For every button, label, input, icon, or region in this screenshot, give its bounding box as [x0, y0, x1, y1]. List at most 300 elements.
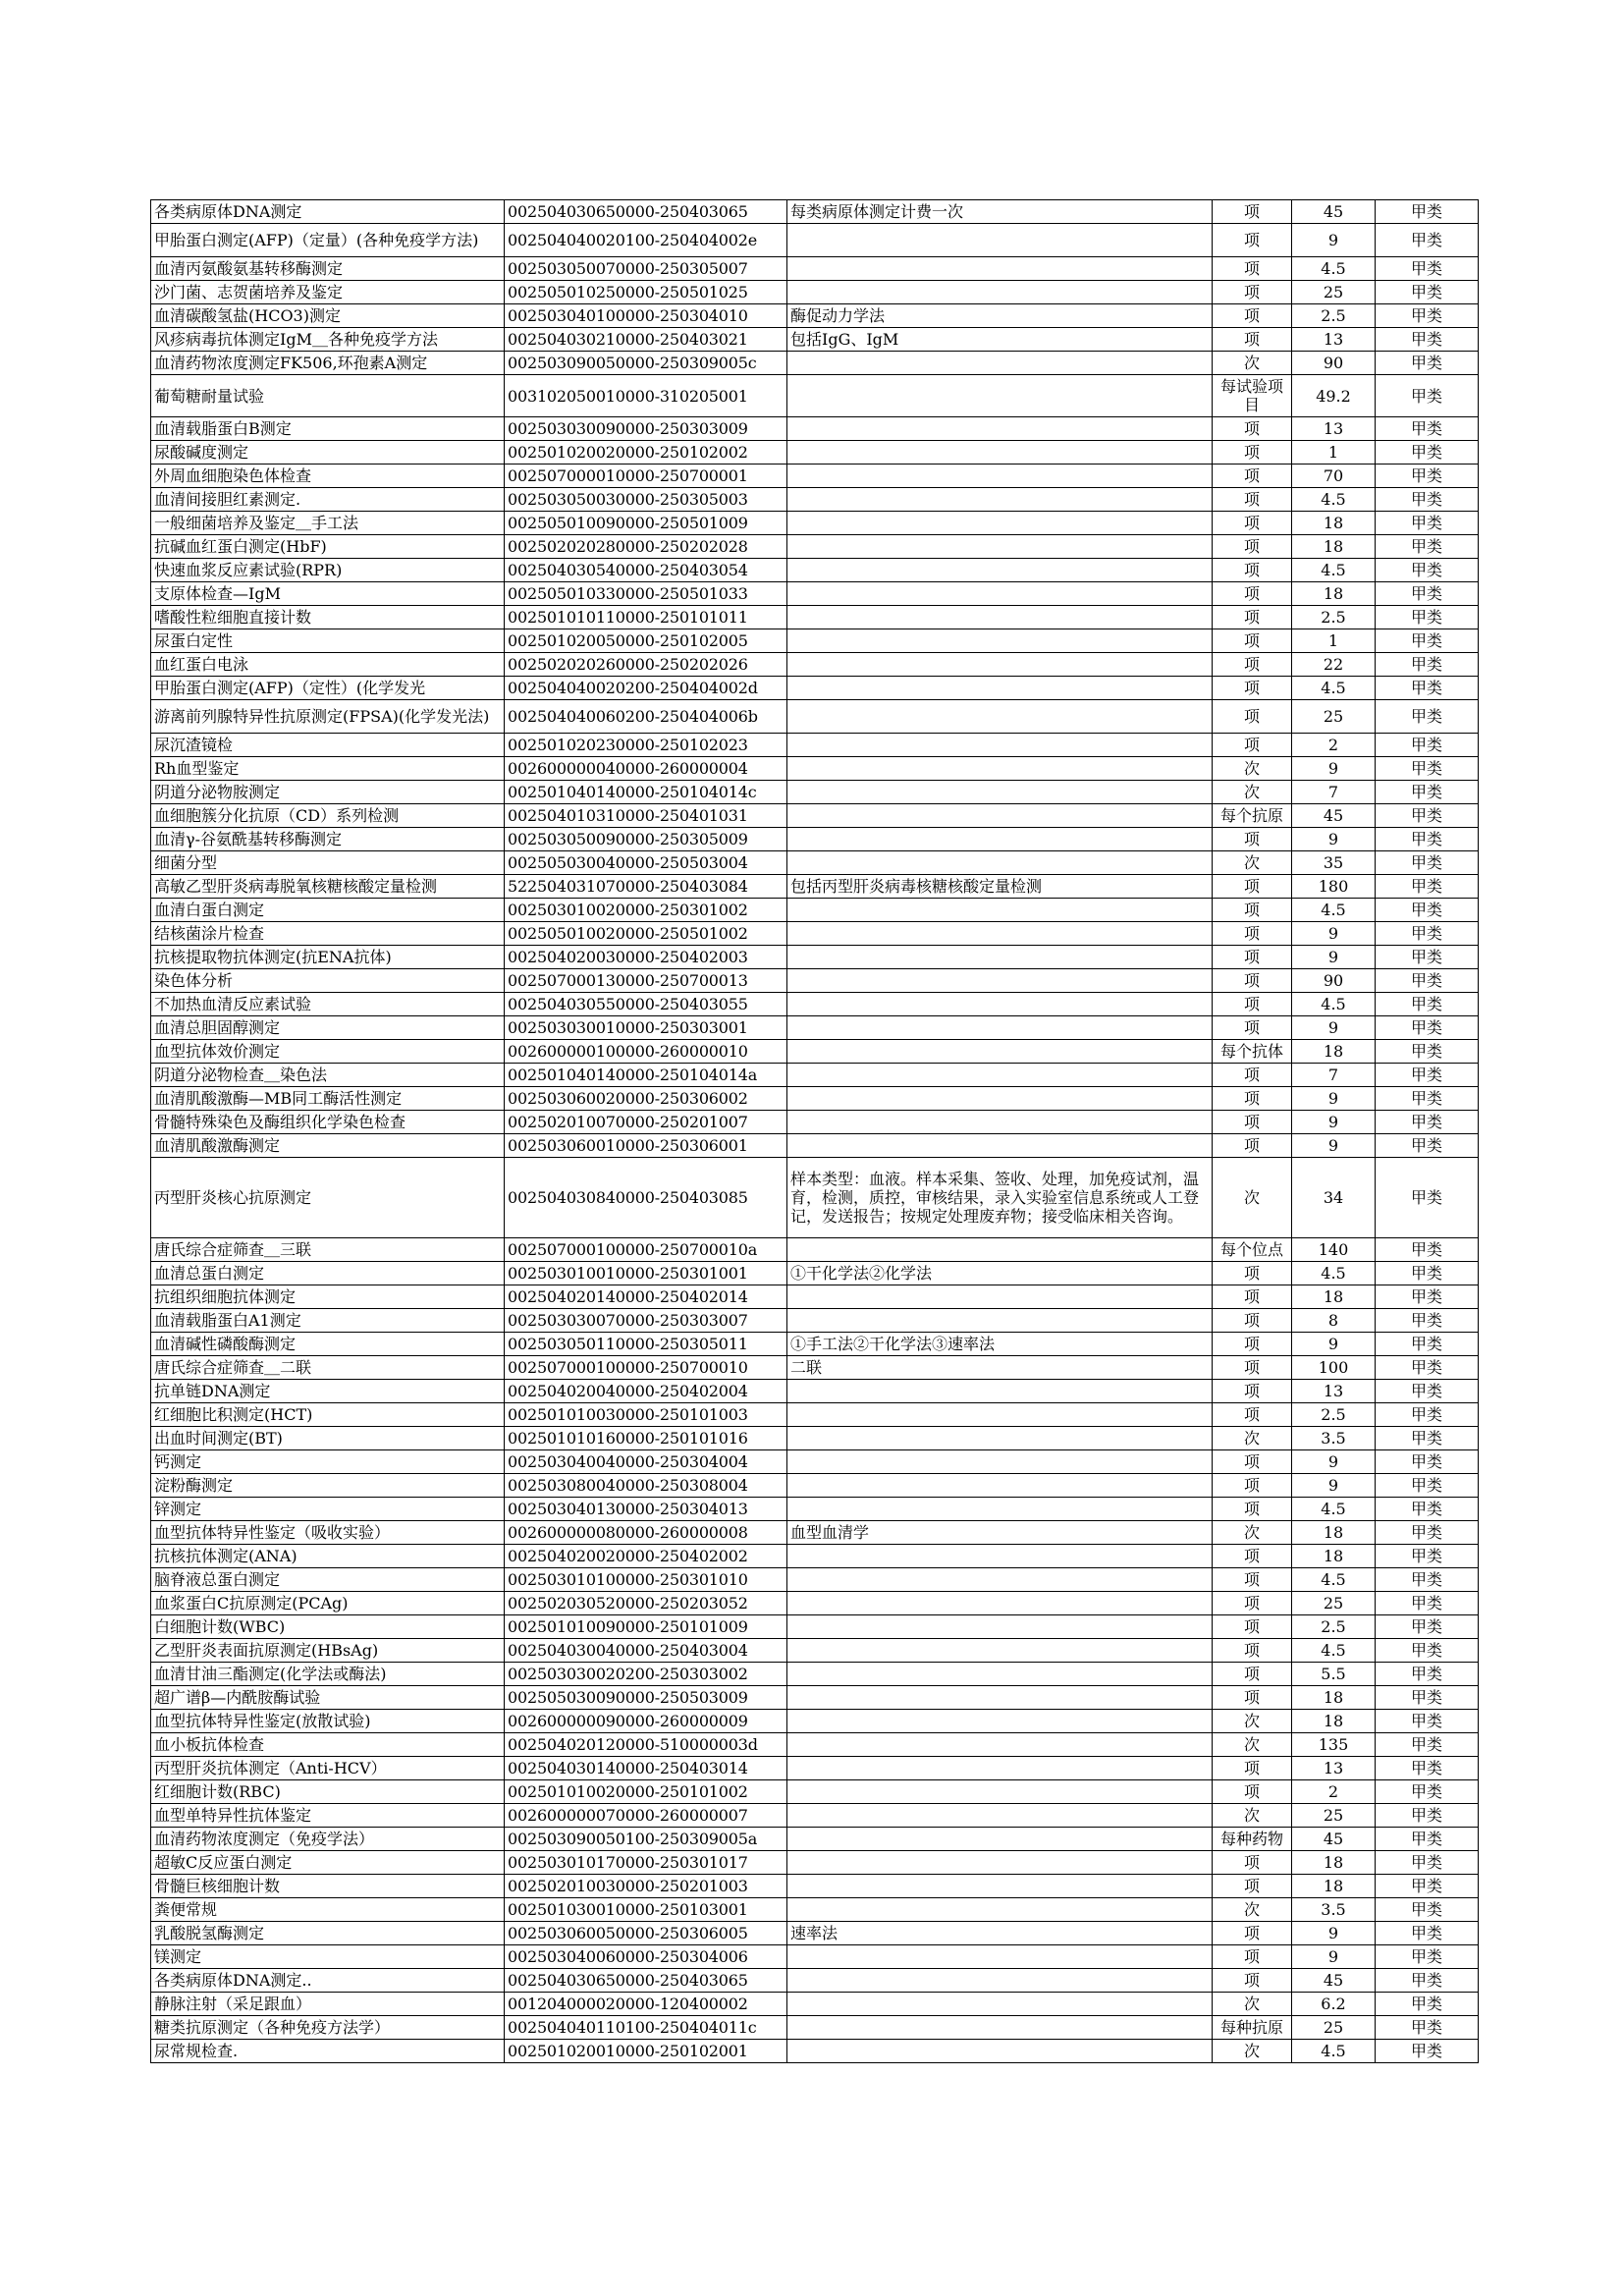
table-row: [151, 1016, 1479, 1040]
item-price-cell: 18: [1292, 1851, 1376, 1875]
item-unit-cell: 项: [1213, 653, 1292, 677]
table-row: [151, 1064, 1479, 1087]
item-code-cell: 002502020280000-250202028: [505, 535, 787, 559]
item-price-cell: 25: [1292, 1804, 1376, 1828]
item-price-cell: 4.5: [1292, 899, 1376, 922]
table-row: [151, 1498, 1479, 1521]
item-price-cell: 4.5: [1292, 677, 1376, 700]
item-code-cell: 002501010160000-250101016: [505, 1427, 787, 1450]
item-name-cell: 尿沉渣镜检: [151, 734, 505, 757]
item-class-cell: 甲类: [1376, 2016, 1479, 2040]
item-price-cell: 25: [1292, 700, 1376, 734]
item-name-cell: 淀粉酶测定: [151, 1474, 505, 1498]
item-name-cell: 血清白蛋白测定: [151, 899, 505, 922]
item-price-cell: 90: [1292, 969, 1376, 993]
table-row: [151, 1804, 1479, 1828]
item-price-cell: 6.2: [1292, 1993, 1376, 2016]
item-price-cell: 9: [1292, 1016, 1376, 1040]
item-note-cell: [787, 734, 1213, 757]
item-name-cell: 血清间接胆红素测定.: [151, 488, 505, 512]
item-code-cell: 002507000100000-250700010a: [505, 1238, 787, 1262]
item-unit-cell: 项: [1213, 1087, 1292, 1111]
table-row: [151, 1757, 1479, 1780]
item-name-cell: 丙型肝炎核心抗原测定: [151, 1158, 505, 1238]
item-class-cell: 甲类: [1376, 1356, 1479, 1380]
item-name-cell: 游离前列腺特异性抗原测定(FPSA)(化学发光法): [151, 700, 505, 734]
item-name-cell: 抗核抗体测定(ANA): [151, 1545, 505, 1568]
item-class-cell: 甲类: [1376, 488, 1479, 512]
table-row: [151, 1710, 1479, 1733]
item-class-cell: 甲类: [1376, 582, 1479, 606]
item-price-cell: 34: [1292, 1158, 1376, 1238]
item-name-cell: 脑脊液总蛋白测定: [151, 1568, 505, 1592]
table-row: [151, 1158, 1479, 1238]
item-class-cell: 甲类: [1376, 700, 1479, 734]
item-unit-cell: 项: [1213, 1851, 1292, 1875]
item-name-cell: 锌测定: [151, 1498, 505, 1521]
item-name-cell: 一般细菌培养及鉴定＿手工法: [151, 512, 505, 535]
item-name-cell: 抗核提取物抗体测定(抗ENA抗体): [151, 946, 505, 969]
item-class-cell: 甲类: [1376, 875, 1479, 899]
item-note-cell: 样本类型：血液。样本采集、签收、处理，加免疫试剂，温育，检测，质控，审核结果，录入实验室信息系统或人工登记，发送报告；按规定处理废弃物；接受临床相关咨询。: [787, 1158, 1213, 1238]
item-note-cell: [787, 1134, 1213, 1158]
item-name-cell: Rh血型鉴定: [151, 757, 505, 781]
item-price-cell: 45: [1292, 1828, 1376, 1851]
table-row: [151, 200, 1479, 224]
item-unit-cell: 项: [1213, 1498, 1292, 1521]
item-price-cell: 4.5: [1292, 1262, 1376, 1285]
item-note-cell: 包括丙型肝炎病毒核糖核酸定量检测: [787, 875, 1213, 899]
item-class-cell: 甲类: [1376, 1521, 1479, 1545]
item-note-cell: [787, 946, 1213, 969]
item-unit-cell: 项: [1213, 1568, 1292, 1592]
item-unit-cell: 项: [1213, 1016, 1292, 1040]
item-note-cell: [787, 1450, 1213, 1474]
item-price-cell: 18: [1292, 1040, 1376, 1064]
item-note-cell: [787, 1474, 1213, 1498]
item-unit-cell: 项: [1213, 1686, 1292, 1710]
table-row: [151, 700, 1479, 734]
item-code-cell: 002503090050100-250309005a: [505, 1828, 787, 1851]
item-unit-cell: 次: [1213, 1158, 1292, 1238]
item-price-cell: 2.5: [1292, 1403, 1376, 1427]
table-row: [151, 993, 1479, 1016]
item-note-cell: 速率法: [787, 1922, 1213, 1945]
item-unit-cell: 项: [1213, 899, 1292, 922]
item-code-cell: 002504020140000-250402014: [505, 1285, 787, 1309]
table-row: [151, 1568, 1479, 1592]
item-unit-cell: 次: [1213, 1733, 1292, 1757]
item-price-cell: 18: [1292, 1285, 1376, 1309]
item-price-cell: 18: [1292, 1710, 1376, 1733]
item-price-cell: 4.5: [1292, 488, 1376, 512]
item-class-cell: 甲类: [1376, 899, 1479, 922]
item-name-cell: 超广谱β—内酰胺酶试验: [151, 1686, 505, 1710]
item-class-cell: 甲类: [1376, 1663, 1479, 1686]
item-note-cell: [787, 1087, 1213, 1111]
item-note-cell: [787, 1238, 1213, 1262]
item-unit-cell: 项: [1213, 1592, 1292, 1615]
item-name-cell: 尿酸碱度测定: [151, 441, 505, 465]
item-unit-cell: 每个抗体: [1213, 1040, 1292, 1064]
table-row: [151, 1898, 1479, 1922]
item-price-cell: 9: [1292, 1333, 1376, 1356]
item-name-cell: 血清碳酸氢盐(HCO3)测定: [151, 304, 505, 328]
item-code-cell: 002504040020200-250404002d: [505, 677, 787, 700]
item-price-cell: 4.5: [1292, 1568, 1376, 1592]
item-note-cell: [787, 2040, 1213, 2063]
item-note-cell: 二联: [787, 1356, 1213, 1380]
table-row: [151, 1851, 1479, 1875]
item-class-cell: 甲类: [1376, 1568, 1479, 1592]
item-name-cell: 白细胞计数(WBC): [151, 1615, 505, 1639]
item-unit-cell: 项: [1213, 606, 1292, 629]
item-class-cell: 甲类: [1376, 1592, 1479, 1615]
item-class-cell: 甲类: [1376, 200, 1479, 224]
item-unit-cell: 项: [1213, 1064, 1292, 1087]
item-note-cell: [787, 851, 1213, 875]
item-code-cell: 002507000010000-250700001: [505, 465, 787, 488]
item-price-cell: 2: [1292, 1780, 1376, 1804]
item-name-cell: 嗜酸性粒细胞直接计数: [151, 606, 505, 629]
item-name-cell: 血型抗体效价测定: [151, 1040, 505, 1064]
item-code-cell: 002504030140000-250403014: [505, 1757, 787, 1780]
item-name-cell: 阴道分泌物胺测定: [151, 781, 505, 804]
item-code-cell: 002504020030000-250402003: [505, 946, 787, 969]
item-unit-cell: 项: [1213, 304, 1292, 328]
item-code-cell: 002505030040000-250503004: [505, 851, 787, 875]
item-name-cell: 红细胞计数(RBC): [151, 1780, 505, 1804]
item-class-cell: 甲类: [1376, 441, 1479, 465]
item-code-cell: 002504020020000-250402002: [505, 1545, 787, 1568]
item-class-cell: 甲类: [1376, 1498, 1479, 1521]
fee-table: [150, 199, 1479, 2063]
item-unit-cell: 次: [1213, 352, 1292, 375]
item-unit-cell: 项: [1213, 875, 1292, 899]
item-class-cell: 甲类: [1376, 1757, 1479, 1780]
item-code-cell: 522504031070000-250403084: [505, 875, 787, 899]
item-name-cell: 支原体检查—IgM: [151, 582, 505, 606]
item-class-cell: 甲类: [1376, 1087, 1479, 1111]
item-class-cell: 甲类: [1376, 851, 1479, 875]
item-note-cell: [787, 804, 1213, 828]
item-price-cell: 180: [1292, 875, 1376, 899]
item-price-cell: 18: [1292, 582, 1376, 606]
item-price-cell: 9: [1292, 946, 1376, 969]
table-row: [151, 535, 1479, 559]
item-name-cell: 骨髓巨核细胞计数: [151, 1875, 505, 1898]
item-note-cell: [787, 1875, 1213, 1898]
item-class-cell: 甲类: [1376, 512, 1479, 535]
item-unit-cell: 每个抗原: [1213, 804, 1292, 828]
item-unit-cell: 项: [1213, 1545, 1292, 1568]
item-code-cell: 002505010090000-250501009: [505, 512, 787, 535]
item-price-cell: 4.5: [1292, 993, 1376, 1016]
item-price-cell: 25: [1292, 281, 1376, 304]
item-name-cell: 沙门菌、志贺菌培养及鉴定: [151, 281, 505, 304]
item-code-cell: 002504030650000-250403065: [505, 1969, 787, 1993]
item-name-cell: 血清药物浓度测定FK506,环孢素A测定: [151, 352, 505, 375]
item-note-cell: [787, 1663, 1213, 1686]
item-code-cell: 002501030010000-250103001: [505, 1898, 787, 1922]
item-price-cell: 4.5: [1292, 2040, 1376, 2063]
item-note-cell: [787, 922, 1213, 946]
item-code-cell: 002504040110100-250404011c: [505, 2016, 787, 2040]
item-note-cell: [787, 488, 1213, 512]
table-row: [151, 328, 1479, 352]
item-code-cell: 002503050110000-250305011: [505, 1333, 787, 1356]
item-name-cell: 唐氏综合症筛查＿二联: [151, 1356, 505, 1380]
item-note-cell: [787, 757, 1213, 781]
item-unit-cell: 项: [1213, 969, 1292, 993]
item-code-cell: 002504030840000-250403085: [505, 1158, 787, 1238]
item-class-cell: 甲类: [1376, 804, 1479, 828]
item-unit-cell: 项: [1213, 559, 1292, 582]
item-name-cell: 血清总胆固醇测定: [151, 1016, 505, 1040]
table-row: [151, 1686, 1479, 1710]
item-price-cell: 45: [1292, 804, 1376, 828]
item-name-cell: 甲胎蛋白测定(AFP)（定量）(各种免疫学方法): [151, 224, 505, 257]
item-code-cell: 002503030010000-250303001: [505, 1016, 787, 1040]
item-name-cell: 血浆蛋白C抗原测定(PCAg): [151, 1592, 505, 1615]
item-code-cell: 002505010250000-250501025: [505, 281, 787, 304]
item-class-cell: 甲类: [1376, 352, 1479, 375]
item-name-cell: 血清载脂蛋白B测定: [151, 417, 505, 441]
table-row: [151, 1922, 1479, 1945]
table-row: [151, 629, 1479, 653]
item-class-cell: 甲类: [1376, 1686, 1479, 1710]
table-row: [151, 1828, 1479, 1851]
item-note-cell: [787, 1615, 1213, 1639]
item-note-cell: 血型血清学: [787, 1521, 1213, 1545]
item-class-cell: 甲类: [1376, 559, 1479, 582]
item-class-cell: 甲类: [1376, 653, 1479, 677]
item-code-cell: 002503010100000-250301010: [505, 1568, 787, 1592]
item-name-cell: 血清药物浓度测定（免疫学法）: [151, 1828, 505, 1851]
item-name-cell: 抗碱血红蛋白测定(HbF): [151, 535, 505, 559]
table-row: [151, 1639, 1479, 1663]
item-price-cell: 18: [1292, 535, 1376, 559]
item-class-cell: 甲类: [1376, 417, 1479, 441]
item-price-cell: 45: [1292, 1969, 1376, 1993]
item-code-cell: 002505010020000-250501002: [505, 922, 787, 946]
item-note-cell: [787, 1309, 1213, 1333]
item-code-cell: 002504030650000-250403065: [505, 200, 787, 224]
item-price-cell: 7: [1292, 1064, 1376, 1087]
item-price-cell: 13: [1292, 328, 1376, 352]
item-code-cell: 002504010310000-250401031: [505, 804, 787, 828]
table-row: [151, 1403, 1479, 1427]
item-code-cell: 002504040060200-250404006b: [505, 700, 787, 734]
item-note-cell: [787, 224, 1213, 257]
item-name-cell: 不加热血清反应素试验: [151, 993, 505, 1016]
item-note-cell: [787, 1757, 1213, 1780]
table-row: [151, 1134, 1479, 1158]
item-price-cell: 4.5: [1292, 1639, 1376, 1663]
item-price-cell: 4.5: [1292, 257, 1376, 281]
item-unit-cell: 项: [1213, 1922, 1292, 1945]
item-price-cell: 9: [1292, 757, 1376, 781]
item-name-cell: 血清总蛋白测定: [151, 1262, 505, 1285]
item-name-cell: 细菌分型: [151, 851, 505, 875]
item-code-cell: 002501010090000-250101009: [505, 1615, 787, 1639]
item-name-cell: 血清丙氨酸氨基转移酶测定: [151, 257, 505, 281]
item-note-cell: [787, 1380, 1213, 1403]
item-price-cell: 3.5: [1292, 1427, 1376, 1450]
item-price-cell: 18: [1292, 1545, 1376, 1568]
item-class-cell: 甲类: [1376, 1545, 1479, 1568]
item-class-cell: 甲类: [1376, 328, 1479, 352]
item-price-cell: 7: [1292, 781, 1376, 804]
item-class-cell: 甲类: [1376, 1898, 1479, 1922]
table-row: [151, 2040, 1479, 2063]
item-name-cell: 粪便常规: [151, 1898, 505, 1922]
item-unit-cell: 项: [1213, 1474, 1292, 1498]
item-note-cell: 酶促动力学法: [787, 304, 1213, 328]
item-code-cell: 002600000070000-260000007: [505, 1804, 787, 1828]
item-unit-cell: 次: [1213, 757, 1292, 781]
item-note-cell: [787, 1804, 1213, 1828]
table-row: [151, 1285, 1479, 1309]
item-note-cell: [787, 700, 1213, 734]
item-unit-cell: 项: [1213, 734, 1292, 757]
item-name-cell: 结核菌涂片检查: [151, 922, 505, 946]
item-price-cell: 9: [1292, 1945, 1376, 1969]
item-price-cell: 9: [1292, 1450, 1376, 1474]
table-row: [151, 1780, 1479, 1804]
item-name-cell: 阴道分泌物检查＿染色法: [151, 1064, 505, 1087]
item-name-cell: 乳酸脱氢酶测定: [151, 1922, 505, 1945]
item-price-cell: 9: [1292, 1111, 1376, 1134]
item-code-cell: 002501010110000-250101011: [505, 606, 787, 629]
item-name-cell: 血清载脂蛋白A1测定: [151, 1309, 505, 1333]
item-price-cell: 9: [1292, 922, 1376, 946]
item-price-cell: 3.5: [1292, 1898, 1376, 1922]
item-name-cell: 血小板抗体检查: [151, 1733, 505, 1757]
item-class-cell: 甲类: [1376, 1945, 1479, 1969]
item-code-cell: 001204000020000-120400002: [505, 1993, 787, 2016]
table-row: [151, 417, 1479, 441]
item-name-cell: 各类病原体DNA测定: [151, 200, 505, 224]
item-note-cell: [787, 417, 1213, 441]
item-unit-cell: 项: [1213, 512, 1292, 535]
item-unit-cell: 项: [1213, 1403, 1292, 1427]
item-name-cell: 外周血细胞染色体检查: [151, 465, 505, 488]
item-note-cell: [787, 1945, 1213, 1969]
item-unit-cell: 项: [1213, 1111, 1292, 1134]
item-unit-cell: 项: [1213, 677, 1292, 700]
item-note-cell: [787, 1710, 1213, 1733]
item-code-cell: 002504030540000-250403054: [505, 559, 787, 582]
item-note-cell: [787, 281, 1213, 304]
item-class-cell: 甲类: [1376, 224, 1479, 257]
item-class-cell: 甲类: [1376, 1828, 1479, 1851]
item-class-cell: 甲类: [1376, 781, 1479, 804]
item-note-cell: [787, 465, 1213, 488]
item-code-cell: 002504030210000-250403021: [505, 328, 787, 352]
item-unit-cell: 次: [1213, 1804, 1292, 1828]
item-unit-cell: 项: [1213, 1615, 1292, 1639]
item-class-cell: 甲类: [1376, 2040, 1479, 2063]
item-note-cell: 包括IgG、IgM: [787, 328, 1213, 352]
item-code-cell: 002503030070000-250303007: [505, 1309, 787, 1333]
item-name-cell: 乙型肝炎表面抗原测定(HBsAg): [151, 1639, 505, 1663]
item-class-cell: 甲类: [1376, 465, 1479, 488]
item-code-cell: 002501010020000-250101002: [505, 1780, 787, 1804]
item-unit-cell: 项: [1213, 441, 1292, 465]
item-code-cell: 002501020050000-250102005: [505, 629, 787, 653]
item-note-cell: [787, 512, 1213, 535]
table-row: [151, 281, 1479, 304]
item-code-cell: 002501020020000-250102002: [505, 441, 787, 465]
item-class-cell: 甲类: [1376, 535, 1479, 559]
item-unit-cell: 项: [1213, 1969, 1292, 1993]
item-note-cell: [787, 677, 1213, 700]
table-row: [151, 1238, 1479, 1262]
item-name-cell: 甲胎蛋白测定(AFP)（定性）(化学发光: [151, 677, 505, 700]
item-note-cell: [787, 1828, 1213, 1851]
table-row: [151, 653, 1479, 677]
item-class-cell: 甲类: [1376, 922, 1479, 946]
item-class-cell: 甲类: [1376, 1380, 1479, 1403]
item-note-cell: [787, 1686, 1213, 1710]
item-code-cell: 002503010020000-250301002: [505, 899, 787, 922]
item-unit-cell: 每试验项目: [1213, 375, 1292, 417]
item-class-cell: 甲类: [1376, 1064, 1479, 1087]
item-note-cell: [787, 1498, 1213, 1521]
item-code-cell: 002503010170000-250301017: [505, 1851, 787, 1875]
item-code-cell: 002503060010000-250306001: [505, 1134, 787, 1158]
item-code-cell: 002505030090000-250503009: [505, 1686, 787, 1710]
item-class-cell: 甲类: [1376, 257, 1479, 281]
item-name-cell: 尿蛋白定性: [151, 629, 505, 653]
item-note-cell: [787, 257, 1213, 281]
item-name-cell: 血清甘油三酯测定(化学法或酶法): [151, 1663, 505, 1686]
table-row: [151, 781, 1479, 804]
item-note-cell: 每类病原体测定计费一次: [787, 200, 1213, 224]
item-class-cell: 甲类: [1376, 1262, 1479, 1285]
item-unit-cell: 次: [1213, 1898, 1292, 1922]
item-class-cell: 甲类: [1376, 1474, 1479, 1498]
item-code-cell: 002504040020100-250404002e: [505, 224, 787, 257]
item-unit-cell: 次: [1213, 1521, 1292, 1545]
item-class-cell: 甲类: [1376, 1969, 1479, 1993]
item-unit-cell: 项: [1213, 1262, 1292, 1285]
item-class-cell: 甲类: [1376, 1615, 1479, 1639]
item-class-cell: 甲类: [1376, 1851, 1479, 1875]
table-row: [151, 922, 1479, 946]
item-class-cell: 甲类: [1376, 946, 1479, 969]
item-name-cell: 染色体分析: [151, 969, 505, 993]
item-note-cell: ①手工法②干化学法③速率法: [787, 1333, 1213, 1356]
item-class-cell: 甲类: [1376, 1639, 1479, 1663]
item-code-cell: 002504030550000-250403055: [505, 993, 787, 1016]
item-unit-cell: 项: [1213, 1356, 1292, 1380]
item-note-cell: [787, 441, 1213, 465]
item-price-cell: 49.2: [1292, 375, 1376, 417]
item-unit-cell: 项: [1213, 700, 1292, 734]
item-price-cell: 18: [1292, 1521, 1376, 1545]
item-note-cell: [787, 1969, 1213, 1993]
item-unit-cell: 项: [1213, 946, 1292, 969]
item-unit-cell: 项: [1213, 629, 1292, 653]
table-row: [151, 441, 1479, 465]
item-class-cell: 甲类: [1376, 1804, 1479, 1828]
item-code-cell: 002501020010000-250102001: [505, 2040, 787, 2063]
item-note-cell: [787, 1639, 1213, 1663]
table-row: [151, 1663, 1479, 1686]
table-row: [151, 375, 1479, 417]
